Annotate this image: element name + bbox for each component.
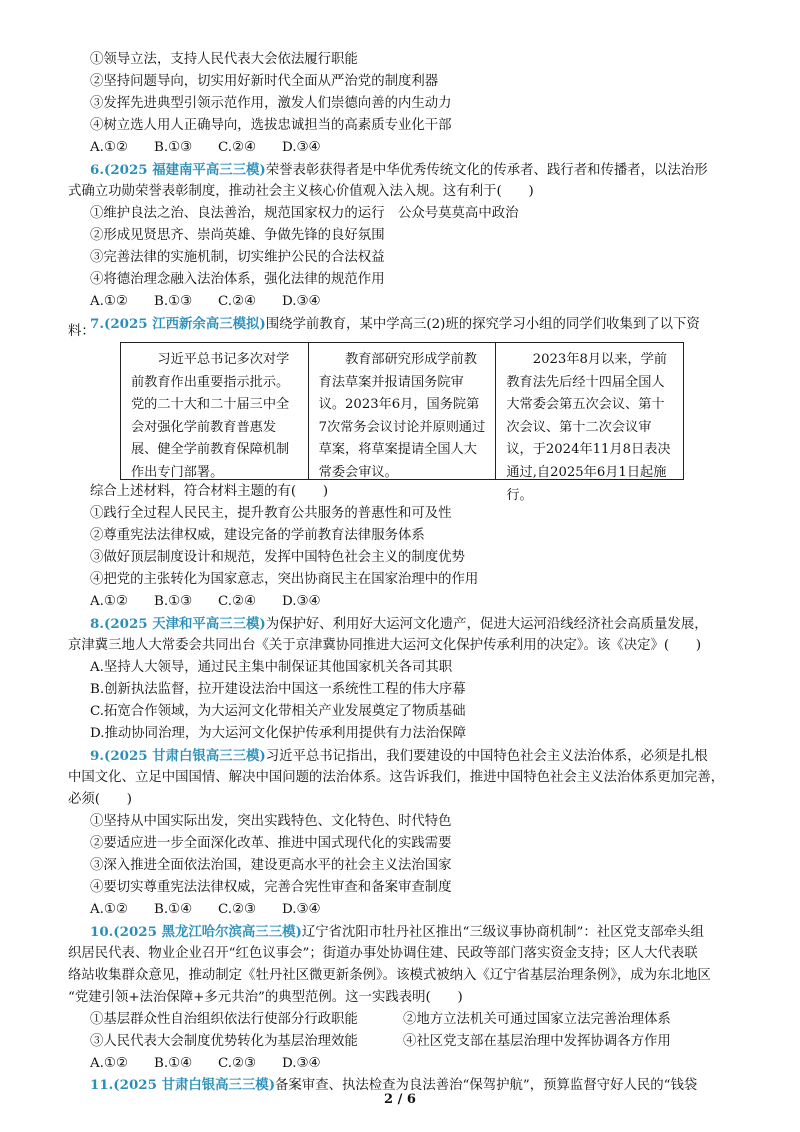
q10-options-row-2 <box>90 1032 671 1052</box>
q6-answer-b: B.①③ <box>154 294 193 309</box>
q8-stem <box>90 614 708 635</box>
q5-answer-c: C.②④ <box>218 140 257 155</box>
q10-answers <box>90 1054 346 1074</box>
q10-stem-line3: 络站收集群众意见，推动制定《牡丹社区微更新条例》。该模式被纳入《辽宁省基层治理条例》，成为东北地区 <box>68 968 711 983</box>
q10-option-1: ①基层群众性自治组织依法行使部分行政职能 <box>90 1012 358 1027</box>
q5-option-3: ③发挥先进典型引领示范作用，激发人们崇德向善的内生动力 <box>90 96 452 111</box>
q7-answer-c: C.②④ <box>218 594 257 609</box>
q6-stem <box>90 160 708 181</box>
q11-number: 11. <box>90 1077 114 1093</box>
q7-number: 7. <box>90 316 104 332</box>
q8-number: 8. <box>90 616 104 632</box>
q10-answer-a: A.①② <box>90 1056 128 1071</box>
q7-option-2: ②尊重宪法法律权威，建设完备的学前教育法律服务体系 <box>90 528 425 543</box>
q8-source: (2025 天津和平高三三模) <box>103 616 266 632</box>
q5-answer-d: D.③④ <box>282 140 321 155</box>
q10-stem-line4: “党建引领+法治保障+多元共治”的典型范例。这一实践表明( ) <box>68 990 463 1005</box>
q10-options-row-1 <box>90 1010 671 1030</box>
q5-option-2: ②坚持问题导向，切实用好新时代全面从严治党的制度利器 <box>90 74 439 89</box>
q7-stem <box>90 314 700 335</box>
q5-answer-b: B.①③ <box>154 140 193 155</box>
q9-number: 9. <box>90 748 104 764</box>
q11-stem-line1: 备案审查、执法检查为良法善治“保驾护航”，预算监督守好人民的“钱袋 <box>275 1078 698 1093</box>
q7-answer-b: B.①③ <box>154 594 193 609</box>
q7-answers <box>90 592 346 612</box>
q7-source: (2025 江西新余高三模拟) <box>103 316 266 332</box>
q10-number: 10. <box>90 924 114 940</box>
q7-material-cell-1: 习近平总书记多次对学前教育作出重要指示批示。党的二十大和二十届三中全会对强化学前教育普惠发展、健全学前教育保障机制作出专门部署。 <box>121 343 309 479</box>
q5-answer-a: A.①② <box>90 140 128 155</box>
q10-answer-b: B.①④ <box>154 1056 193 1071</box>
q9-stem-line1: 习近平总书记指出，我们要建设的中国特色社会主义法治体系，必须是扎根 <box>265 749 708 764</box>
q9-option-1: ①坚持从中国实际出发，突出实践特色、文化特色、时代特色 <box>90 814 452 829</box>
q8-option-d: D.推动协同治理，为大运河文化保护传承利用提供有力法治保障 <box>90 726 467 741</box>
q10-stem <box>90 922 704 943</box>
q10-option-4: ④社区党支部在基层治理中发挥协调各方作用 <box>403 1034 671 1049</box>
q7-material-cell-2: 教育部研究形成学前教育法草案并报请国务院审议。2023年6月，国务院第7次常务会议讨论并原则通过草案，将草案提请全国人大常委会审议。 <box>309 343 497 479</box>
q8-stem-line1: 为保护好、利用好大运河文化遗产，促进大运河沿线经济社会高质量发展， <box>265 617 708 632</box>
q9-stem-line3: 必须( ) <box>68 792 133 807</box>
q10-source: (2025 黑龙江哈尔滨高三三模) <box>113 924 302 940</box>
q7-option-4: ④把党的主张转化为国家意志，突出协商民主在国家治理中的作用 <box>90 572 479 587</box>
q8-option-b: B.创新执法监督，拉开建设法治中国这一系统性工程的伟大序幕 <box>90 682 466 697</box>
q9-option-2: ②要适应进一步全面深化改革、推进中国式现代化的实践需要 <box>90 836 452 851</box>
q6-option-1: ①维护良法之治、良法善治，规范国家权力的运行 公众号莫莫高中政治 <box>90 206 519 221</box>
q9-answer-b: B.①④ <box>154 902 193 917</box>
q8-option-a: A.坚持人大领导，通过民主集中制保证其他国家机关各司其职 <box>90 660 453 675</box>
q5-option-4: ④树立选人用人正确导向，选拔忠诚担当的高素质专业化干部 <box>90 118 452 133</box>
q6-stem-line2: 式确立功勋荣誉表彰制度，推动社会主义核心价值观入法入规。这有利于( ) <box>68 184 534 199</box>
q10-answer-d: D.③④ <box>282 1056 321 1071</box>
q9-stem <box>90 746 708 767</box>
q9-answers <box>90 900 346 920</box>
q9-answer-a: A.①② <box>90 902 128 917</box>
q10-option-3: ③人民代表大会制度优势转化为基层治理效能 <box>90 1034 358 1049</box>
q6-stem-line1: 荣誉表彰获得者是中华优秀传统文化的传承者、践行者和传播者，以法治形 <box>265 163 708 178</box>
q7-answer-a: A.①② <box>90 594 128 609</box>
q8-stem-line2: 京津冀三地人大常委会共同出台《关于京津冀协同推进大运河文化保护传承利用的决定》。该《决定》( ) <box>68 638 702 653</box>
q7-question: 综合上述材料，符合材料主题的有( ) <box>90 484 329 499</box>
q5-answers <box>90 138 346 158</box>
q9-answer-c: C.②③ <box>218 902 257 917</box>
q6-answer-d: D.③④ <box>282 294 321 309</box>
q9-stem-line2: 中国文化、立足中国国情、解决中国问题的法治体系。这告诉我们，推进中国特色社会主义法治体系更加完善， <box>68 770 725 785</box>
q6-answer-c: C.②④ <box>218 294 257 309</box>
q9-option-3: ③深入推进全面依法治国，建设更高水平的社会主义法治国家 <box>90 858 452 873</box>
q7-stem-line1: 围绕学前教育，某中学高三(2)班的探究学习小组的同学们收集到了以下资 <box>265 317 700 332</box>
q8-option-c: C.拓宽合作领域，为大运河文化带相关产业发展奠定了物质基础 <box>90 704 466 719</box>
page-number: 2 / 6 <box>384 1092 416 1107</box>
q11-source: (2025 甘肃白银高三三模) <box>113 1077 276 1093</box>
q10-stem-line1: 辽宁省沈阳市牡丹社区推出“三级议事协商机制”：社区党支部牵头组 <box>301 925 704 940</box>
q10-option-2: ②地方立法机关可通过国家立法完善治理体系 <box>403 1012 671 1027</box>
q10-stem-line2: 织居民代表、物业企业召开“红色议事会”；街道办事处协调住建、民政等部门落实资金支持；区人大代表联 <box>68 946 698 961</box>
q9-option-4: ④要切实尊重宪法法律权威，完善合宪性审查和备案审查制度 <box>90 880 452 895</box>
q7-option-3: ③做好顶层制度设计和规范，发挥中国特色社会主义的制度优势 <box>90 550 465 565</box>
q6-option-4: ④将德治理念融入法治体系，强化法律的规范作用 <box>90 272 385 287</box>
q7-answer-d: D.③④ <box>282 594 321 609</box>
q9-answer-d: D.③④ <box>282 902 321 917</box>
q7-material-cell-3: 2023年8月以来，学前教育法先后经十四届全国人大常委会第五次会议、第十次会议、第十二次会议审议，于2024年11月8日表决通过,自2025年6月1日起施行。 <box>506 352 671 503</box>
q10-answer-c: C.②③ <box>218 1056 257 1071</box>
q6-answer-a: A.①② <box>90 294 128 309</box>
q9-source: (2025 甘肃白银高三三模) <box>103 748 266 764</box>
q7-option-1: ①践行全过程人民民主，提升教育公共服务的普惠性和可及性 <box>90 506 452 521</box>
q6-answers <box>90 292 346 312</box>
q6-option-2: ②形成见贤思齐、崇尚英雄、争做先锋的良好氛围 <box>90 228 385 243</box>
q7-stem-line2: 料： <box>68 324 95 339</box>
q6-number: 6. <box>90 162 104 178</box>
q6-option-3: ③完善法律的实施机制，切实维护公民的合法权益 <box>90 250 385 265</box>
q5-option-1: ①领导立法，支持人民代表大会依法履行职能 <box>90 52 358 67</box>
q6-source: (2025 福建南平高三三模) <box>103 162 266 178</box>
